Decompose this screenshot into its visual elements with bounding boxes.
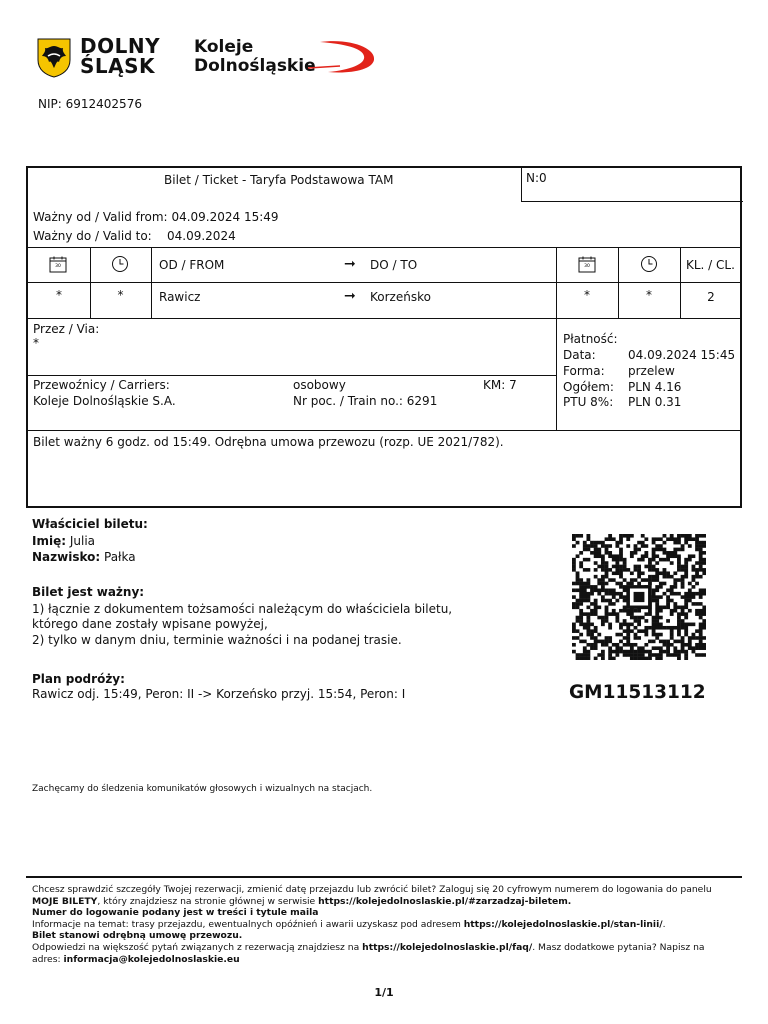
time-2: * [646,288,652,302]
contact-email-link[interactable]: informacja@kolejedolnoslaskie.eu [63,953,240,965]
owner-last-name: Nazwisko: Pałka [32,550,136,564]
manage-ticket-link[interactable]: https://kolejedolnoslaskie.pl/#zarzadzaj-biletem [318,895,568,907]
to-label: DO / TO [370,258,418,272]
date-2: * [584,288,590,302]
form-label: Forma: [563,364,605,378]
plan-route: Rawicz odj. 15:49, Peron: II -> Korzeńsko przyj. 15:54, Peron: I [32,687,406,701]
announcement: Zachęcamy do śledzenia komunikatów głosowych i wizualnych na stacjach. [32,784,373,794]
footer-text: Chcesz sprawdzić szczegóły Twojej rezerwacji, zmienić datę przejazdu lub zwrócić bilet? Zaloguj się 20 cyfrowym numerem do logowania do panelu MOJE BILETY, który znajdziesz na stronie głównej w serwisie https://kolejedolnoslaskie.pl/#zarzadzaj-biletem. Numer do logowanie podany jest w treści i tytule maila Informacje na temat: trasy przejazdu, ewentualnych opóźnień i awarii uzyskasz pod adresem https://kolejedolnoslaskie.pl/stan-linii/. Bilet stanowi odrębną umowę przewozu. Odpowiedzi na większość pytań związanych z rezerwacją znajdziesz na https://kolejedolnoslaskie.pl/faq/. Masz dodatkowe pytania? Napisz na adres: informacja@kolejedolnoslaskie.eu [32,884,712,965]
owner-first-name: Imię: Julia [32,534,96,548]
ticket-note: Bilet ważny 6 godz. od 15:49. Odrębna umowa przewozu (rozp. UE 2021/782). [33,435,504,449]
validity-title: Bilet jest ważny: [32,585,145,599]
date-value: 04.09.2024 15:45 [628,348,736,362]
coat-of-arms-icon [37,38,71,78]
company-logo-swoosh-icon [300,38,380,78]
svg-text:30: 30 [584,264,590,269]
to-station: Korzeńsko [370,290,431,304]
carriers-label: Przewoźnicy / Carriers: [33,378,170,392]
faq-link[interactable]: https://kolejedolnoslaskie.pl/faq/ [362,941,533,953]
company-logo-text: Koleje Dolnośląskie [194,37,316,76]
class-label: KL. / CL. [686,258,735,272]
total-value: PLN 4.16 [628,380,682,394]
svg-text:30: 30 [55,264,61,269]
plan-title: Plan podróży: [32,672,125,686]
date-label: Data: [563,348,596,362]
validity-line-2: którego dane zostały wpisane powyżej, [32,617,268,631]
ticket-code: GM11513112 [569,682,706,703]
train-type: osobowy [293,378,346,392]
validity-line-1: 1) łącznie z dokumentem tożsamości należącym do właściciela biletu, [32,602,453,616]
nip: NIP: 6912402576 [38,97,142,111]
form-value: przelew [628,364,675,378]
qr-code [572,534,706,660]
arrow-right-icon: ➞ [344,256,356,272]
distance-km: KM: 7 [483,378,517,392]
date-1: * [56,288,62,302]
arrow-right-icon: ➞ [344,288,356,304]
validity-line-3: 2) tylko w danym dniu, terminie ważności i na podanej trasie. [32,633,402,647]
via-value: * [33,336,39,350]
vat-label: PTU 8%: [563,395,614,409]
from-label: OD / FROM [159,258,225,272]
payment-label: Płatność: [563,332,618,346]
ticket-title: Bilet / Ticket - Taryfa Podstawowa TAM [164,173,394,187]
class-value: 2 [707,290,715,304]
region-logo-text: DOLNY ŚLĄSK [80,34,161,78]
page-number: 1/1 [374,986,394,999]
carrier-name: Koleje Dolnośląskie S.A. [33,394,176,408]
from-station: Rawicz [159,290,201,304]
total-label: Ogółem: [563,380,614,394]
valid-to: Ważny do / Valid to: 04.09.2024 [33,229,236,243]
clock-icon [640,255,658,273]
ticket-box [26,166,742,508]
owner-title: Właściciel biletu: [32,517,148,531]
footer-divider [26,876,742,878]
valid-from: Ważny od / Valid from: 04.09.2024 15:49 [33,210,279,224]
calendar-icon [49,256,67,273]
ticket-number: N:0 [526,171,547,185]
via-label: Przez / Via: [33,322,100,336]
train-number: Nr poc. / Train no.: 6291 [293,394,438,408]
vat-value: PLN 0.31 [628,395,682,409]
time-1: * [117,288,124,302]
calendar-icon [578,256,596,273]
line-status-link[interactable]: https://kolejedolnoslaskie.pl/stan-linii/ [463,918,663,930]
clock-icon [111,255,129,273]
